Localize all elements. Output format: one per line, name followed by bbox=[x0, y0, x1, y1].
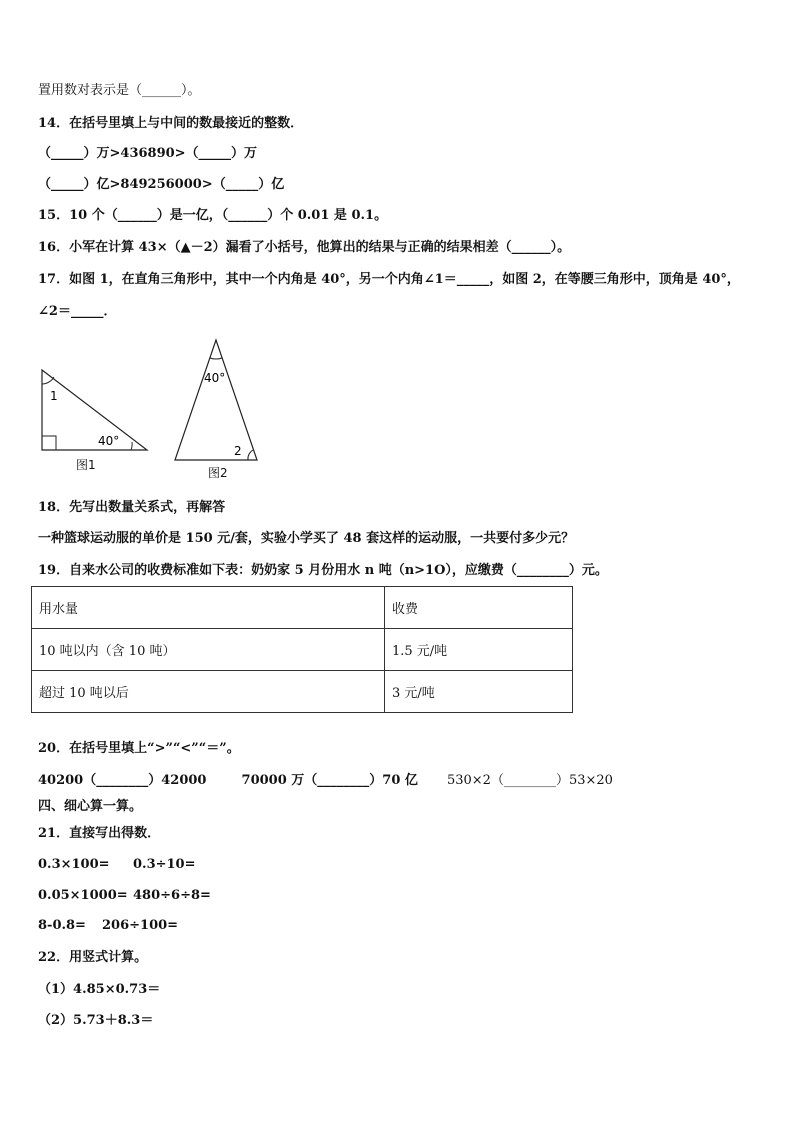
table-cell: 超过 10 吨以后 bbox=[32, 671, 385, 713]
q20-item-1: 40200（________）42000 bbox=[38, 773, 207, 788]
fig2-angle-2-label: 2 bbox=[234, 444, 242, 458]
q21-item: 480÷6÷8= bbox=[133, 888, 211, 903]
q21-item: 206÷100= bbox=[102, 918, 179, 933]
q21-item: 8-0.8= bbox=[38, 918, 86, 933]
fig2-caption: 图2 bbox=[208, 466, 228, 480]
table-row bbox=[32, 671, 573, 713]
q19-text: 19．自来水公司的收费标准如下表：奶奶家 5 月份用水 n 吨（n>1O），应缴费（________）元。 bbox=[38, 563, 608, 578]
water-fee-table bbox=[31, 586, 573, 713]
q21-row-1 bbox=[38, 856, 196, 874]
q18-title: 18．先写出数量关系式，再解答 bbox=[38, 500, 226, 515]
table-cell: 1.5 元/吨 bbox=[385, 629, 573, 671]
q20-item-2: 70000 万（________）70 亿 bbox=[241, 773, 418, 788]
q20-title: 20．在括号里填上“>”“<”“＝”。 bbox=[38, 741, 240, 756]
q17-line1: 17．如图 1，在直角三角形中，其中一个内角是 40°，另一个内角∠1＝_____，如图 2，在等腰三角形中，顶角是 40°， bbox=[38, 272, 740, 287]
figure-1-right-triangle bbox=[36, 366, 156, 458]
q16: 16．小军在计算 43×（▲－2）漏看了小括号，他算出的结果与正确的结果相差（______）。 bbox=[38, 240, 571, 255]
q17-line2: ∠2＝_____． bbox=[38, 304, 117, 319]
q18-text: 一种篮球运动服的单价是 150 元/套，实验小学买了 48 套这样的运动服，一共要付多少元？ bbox=[38, 531, 575, 546]
q21-item: 0.3×100= bbox=[38, 857, 110, 872]
q21-item: 0.05×1000= bbox=[38, 888, 128, 903]
table-cell: 3 元/吨 bbox=[385, 671, 573, 713]
q21-item: 0.3÷10= bbox=[133, 857, 196, 872]
q22-item-1: （1）4.85×0.73＝ bbox=[38, 982, 161, 997]
q13-tail: 置用数对表示是（______）。 bbox=[38, 83, 201, 98]
q20-items bbox=[38, 772, 613, 790]
table-row bbox=[32, 629, 573, 671]
fig1-angle-1-label: 1 bbox=[50, 389, 58, 403]
q22-title: 22．用竖式计算。 bbox=[38, 950, 148, 965]
fig2-apex-40-label: 40° bbox=[204, 371, 226, 385]
table-cell: 10 吨以内（含 10 吨） bbox=[32, 629, 385, 671]
q14-line1: （_____）万>436890>（_____）万 bbox=[38, 146, 258, 161]
q22-item-2: （2）5.73＋8.3＝ bbox=[38, 1013, 154, 1028]
q21-row-2 bbox=[38, 887, 211, 905]
q15: 15．10 个（______）是一亿，（______）个 0.01 是 0.1。 bbox=[38, 208, 388, 223]
q21-row-3 bbox=[38, 917, 178, 935]
q14-line2: （_____）亿>849256000>（_____）亿 bbox=[38, 177, 285, 192]
table-header-cell: 收费 bbox=[385, 587, 573, 629]
fig1-angle-40-label: 40° bbox=[98, 434, 120, 448]
q21-title: 21．直接写出得数． bbox=[38, 826, 161, 841]
figure-2-isosceles-triangle bbox=[170, 336, 262, 464]
q14-title: 14．在括号里填上与中间的数最接近的整数． bbox=[38, 116, 304, 131]
table-header-row bbox=[32, 587, 573, 629]
q20-item-3: 530×2（________）53×20 bbox=[446, 773, 613, 788]
fig1-caption: 图1 bbox=[76, 458, 96, 472]
section-4-heading: 四、细心算一算。 bbox=[38, 799, 143, 814]
table-header-cell: 用水量 bbox=[32, 587, 385, 629]
